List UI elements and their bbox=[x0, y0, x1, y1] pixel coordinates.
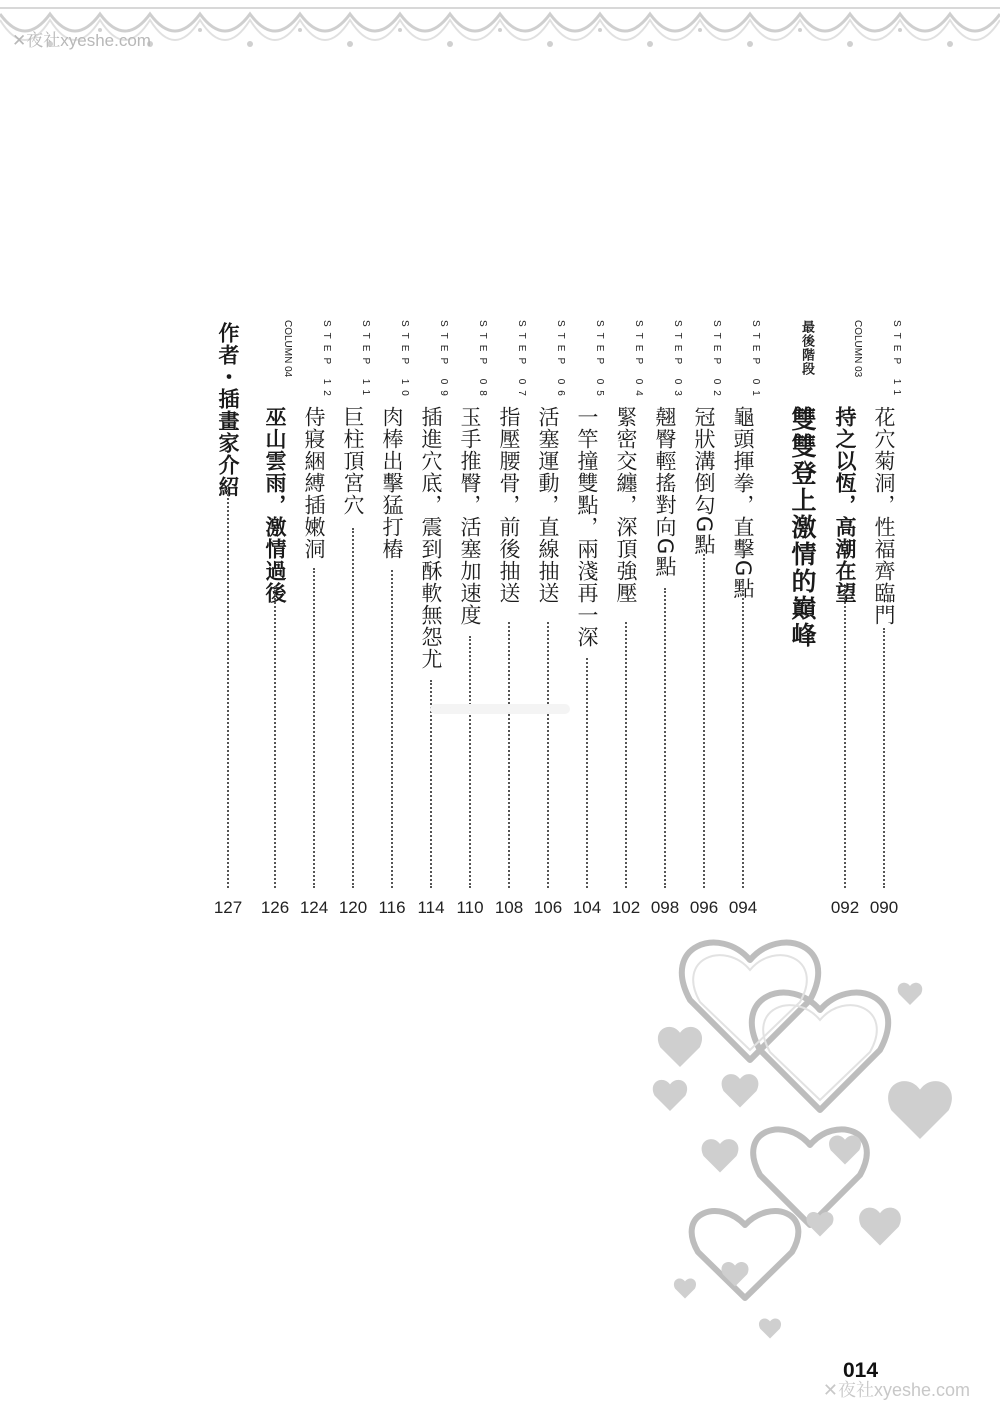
toc-entry[interactable] bbox=[374, 318, 410, 918]
entry-title: 緊密交纏，深頂強壓 bbox=[614, 406, 638, 604]
leader-dots bbox=[391, 570, 393, 888]
entry-label: STEP 07 bbox=[516, 320, 527, 402]
entry-title: 活塞運動，直線抽送 bbox=[536, 406, 560, 604]
entry-page: 126 bbox=[260, 898, 290, 917]
entry-title: 巫山雲雨，激情過後 bbox=[263, 406, 287, 604]
entry-title: 巨柱頂宮穴 bbox=[341, 406, 365, 516]
entry-page: 106 bbox=[533, 898, 563, 917]
entry-title: 翹臀輕搖對向G點 bbox=[653, 406, 677, 578]
entry-label: STEP 02 bbox=[711, 320, 722, 402]
leader-dots bbox=[352, 528, 354, 888]
entry-title: 冠狀溝倒勾G點 bbox=[692, 406, 716, 556]
entry-title: 花穴菊洞，性福齊臨門 bbox=[872, 406, 896, 626]
faint-watermark bbox=[430, 700, 570, 718]
entry-page: 090 bbox=[869, 898, 899, 917]
entry-label: STEP 01 bbox=[750, 320, 761, 402]
entry-page: 108 bbox=[494, 898, 524, 917]
entry-label: STEP 11 bbox=[360, 320, 371, 402]
entry-page: 114 bbox=[417, 898, 445, 917]
entry-title: 侍寢綑縛插嫩洞 bbox=[302, 406, 326, 560]
toc-entry[interactable] bbox=[608, 318, 644, 918]
entry-label: STEP 11 bbox=[891, 320, 902, 402]
leader-dots bbox=[844, 586, 846, 888]
entry-title: 指壓腰骨，前後抽送 bbox=[497, 406, 521, 604]
entry-page: 120 bbox=[338, 898, 368, 917]
entry-page: 096 bbox=[689, 898, 719, 917]
watermark-bottom: ✕夜社xyeshe.com bbox=[822, 1380, 970, 1400]
entry-page: 110 bbox=[456, 898, 484, 917]
entry-page: 094 bbox=[728, 898, 758, 917]
toc-entry[interactable] bbox=[725, 318, 761, 918]
entry-label: STEP 08 bbox=[477, 320, 488, 402]
toc-entry[interactable] bbox=[530, 318, 566, 918]
entry-label: STEP 06 bbox=[555, 320, 566, 402]
entry-label: STEP 03 bbox=[672, 320, 683, 402]
leader-dots bbox=[664, 588, 666, 888]
page-number: 014 bbox=[843, 1359, 879, 1382]
entry-title: 持之以恆，高潮在望 bbox=[833, 406, 857, 604]
toc-entry[interactable] bbox=[452, 318, 488, 918]
leader-dots bbox=[313, 568, 315, 888]
entry-page: 104 bbox=[572, 898, 602, 917]
leader-dots bbox=[883, 628, 885, 888]
entry-title: 肉棒出擊猛打樁 bbox=[380, 406, 404, 560]
leader-dots bbox=[274, 586, 276, 888]
toc-entry[interactable] bbox=[413, 318, 449, 918]
toc-entry[interactable] bbox=[257, 318, 293, 918]
entry-title: 玉手推臀，活塞加速度 bbox=[458, 406, 482, 626]
toc-entry[interactable] bbox=[569, 318, 605, 918]
toc-entry[interactable] bbox=[296, 318, 332, 918]
entry-title: 一竿撞雙點，兩淺再一深 bbox=[575, 406, 599, 648]
watermark-top: ✕夜社xyeshe.com bbox=[12, 31, 151, 50]
entry-title: 作者・插畫家介紹 bbox=[216, 322, 240, 498]
toc-entry[interactable] bbox=[827, 318, 863, 918]
leader-dots bbox=[227, 490, 229, 888]
section-title: 雙雙登上激情的巔峰 bbox=[788, 406, 817, 649]
entry-label: STEP 12 bbox=[321, 320, 332, 402]
toc-entry[interactable] bbox=[647, 318, 683, 918]
entry-page: 102 bbox=[611, 898, 641, 917]
entry-page: 127 bbox=[213, 898, 243, 917]
toc-entry[interactable] bbox=[210, 318, 246, 918]
leader-dots bbox=[508, 622, 510, 888]
entry-label: COLUMN 04 bbox=[282, 320, 293, 378]
entry-label: STEP 04 bbox=[633, 320, 644, 402]
toc-entry[interactable] bbox=[686, 318, 722, 918]
toc-entry[interactable] bbox=[491, 318, 527, 918]
entry-page: 124 bbox=[299, 898, 329, 917]
entry-label: STEP 10 bbox=[399, 320, 410, 402]
heart-icon bbox=[640, 930, 970, 1350]
leader-dots bbox=[742, 590, 744, 888]
entry-label: STEP 05 bbox=[594, 320, 605, 402]
entry-title: 插進穴底，震到酥軟無怨尤 bbox=[419, 406, 443, 670]
entry-label: STEP 09 bbox=[438, 320, 449, 402]
toc-section-heading[interactable] bbox=[780, 318, 820, 918]
leader-dots bbox=[547, 622, 549, 888]
toc-entry[interactable] bbox=[335, 318, 371, 918]
leader-dots bbox=[625, 622, 627, 888]
leader-dots bbox=[469, 636, 471, 888]
entry-page: 098 bbox=[650, 898, 680, 917]
table-of-contents bbox=[0, 318, 1000, 918]
entry-label: COLUMN 03 bbox=[852, 320, 863, 378]
entry-page: 116 bbox=[378, 898, 406, 917]
leader-dots bbox=[703, 554, 705, 888]
toc-entry[interactable] bbox=[866, 318, 902, 918]
section-label: 最後階段 bbox=[799, 320, 814, 376]
entry-title: 龜頭揮拳，直擊G點 bbox=[731, 406, 755, 600]
leader-dots bbox=[586, 658, 588, 888]
entry-page: 092 bbox=[830, 898, 860, 917]
